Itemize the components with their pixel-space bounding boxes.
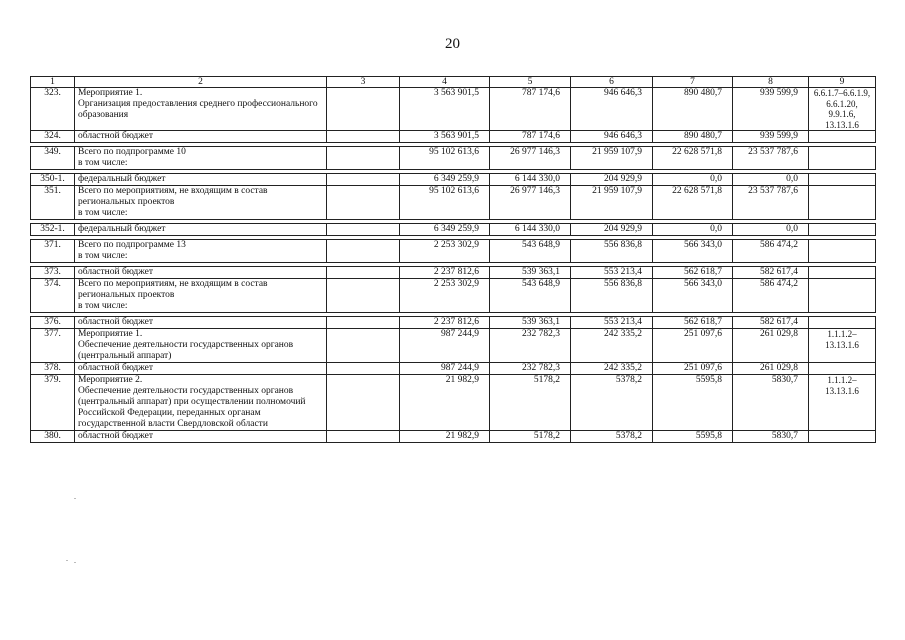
row-number-cell: 373. — [31, 267, 75, 279]
value-col6-cell: 556 836,8 — [571, 240, 653, 263]
table-row — [31, 375, 876, 431]
column-3-cell — [327, 375, 400, 431]
table-row — [31, 131, 876, 143]
row-number-cell: 376. — [31, 317, 75, 329]
value-col4-cell: 987 244,9 — [400, 329, 490, 363]
value-col8-cell: 5830,7 — [733, 431, 809, 443]
value-col7-cell: 5595,8 — [653, 431, 733, 443]
target-ref-cell: 1.1.1.2–13.13.1.6 — [809, 375, 876, 431]
value-col6-cell: 553 213,4 — [571, 317, 653, 329]
header-cell: 1 — [31, 77, 75, 88]
value-col8-cell: 23 537 787,6 — [733, 147, 809, 170]
row-number-cell: 380. — [31, 431, 75, 443]
value-col5-cell: 539 363,1 — [490, 267, 571, 279]
column-3-cell — [327, 88, 400, 131]
row-number-cell: 377. — [31, 329, 75, 363]
column-3-cell — [327, 363, 400, 375]
target-ref-cell — [809, 224, 876, 236]
value-col5-cell: 232 782,3 — [490, 363, 571, 375]
value-col8-cell: 586 474,2 — [733, 279, 809, 313]
row-number-cell: 352-1. — [31, 224, 75, 236]
value-col5-cell: 787 174,6 — [490, 131, 571, 143]
value-col8-cell: 582 617,4 — [733, 267, 809, 279]
scan-speck — [74, 498, 76, 499]
table-row — [31, 363, 876, 375]
value-col6-cell: 946 646,3 — [571, 131, 653, 143]
row-number-cell: 371. — [31, 240, 75, 263]
budget-table — [30, 76, 876, 443]
column-3-cell — [327, 240, 400, 263]
table-row — [31, 317, 876, 329]
value-col8-cell: 0,0 — [733, 174, 809, 186]
header-cell: 5 — [490, 77, 571, 88]
value-col4-cell: 21 982,9 — [400, 375, 490, 431]
table-row — [31, 431, 876, 443]
value-col7-cell: 562 618,7 — [653, 317, 733, 329]
scan-speck — [66, 560, 68, 561]
table-row — [31, 329, 876, 363]
value-col4-cell: 95 102 613,6 — [400, 186, 490, 220]
value-col8-cell: 939 599,9 — [733, 131, 809, 143]
row-name-cell: областной бюджет — [75, 363, 327, 375]
value-col4-cell: 987 244,9 — [400, 363, 490, 375]
value-col5-cell: 787 174,6 — [490, 88, 571, 131]
value-col7-cell: 566 343,0 — [653, 279, 733, 313]
page-number: 20 — [445, 36, 460, 52]
table-header-row — [31, 77, 876, 88]
target-ref-cell: 6.6.1.7–6.6.1.9, 6.6.1.20, 9.9.1.6, 13.13.1.6 — [809, 88, 876, 131]
row-name-cell: федеральный бюджет — [75, 174, 327, 186]
column-3-cell — [327, 329, 400, 363]
row-name-cell: Мероприятие 2. Обеспечение деятельности государственных органов (центральный аппарат) при осуществлении полномочий Российской Федерации, переданных органам государственной власти Свердловской области — [75, 375, 327, 431]
target-ref-cell — [809, 431, 876, 443]
value-col8-cell: 261 029,8 — [733, 363, 809, 375]
row-name-cell: Всего по мероприятиям, не входящим в состав региональных проектов в том числе: — [75, 279, 327, 313]
table-row — [31, 88, 876, 131]
value-col6-cell: 21 959 107,9 — [571, 186, 653, 220]
value-col5-cell: 6 144 330,0 — [490, 224, 571, 236]
value-col5-cell: 5178,2 — [490, 375, 571, 431]
column-3-cell — [327, 224, 400, 236]
table-row — [31, 279, 876, 313]
column-3-cell — [327, 317, 400, 329]
row-name-cell: Мероприятие 1. Обеспечение деятельности государственных органов (центральный аппарат) — [75, 329, 327, 363]
value-col8-cell: 939 599,9 — [733, 88, 809, 131]
value-col6-cell: 21 959 107,9 — [571, 147, 653, 170]
value-col5-cell: 232 782,3 — [490, 329, 571, 363]
table-row — [31, 224, 876, 236]
value-col6-cell: 5378,2 — [571, 431, 653, 443]
value-col4-cell: 3 563 901,5 — [400, 88, 490, 131]
value-col5-cell: 26 977 146,3 — [490, 186, 571, 220]
header-cell: 7 — [653, 77, 733, 88]
value-col6-cell: 204 929,9 — [571, 224, 653, 236]
value-col7-cell: 0,0 — [653, 224, 733, 236]
value-col7-cell: 5595,8 — [653, 375, 733, 431]
row-name-cell: Всего по подпрограмме 13 в том числе: — [75, 240, 327, 263]
row-name-cell: Мероприятие 1. Организация предоставления среднего профессионального образования — [75, 88, 327, 131]
header-cell: 6 — [571, 77, 653, 88]
column-3-cell — [327, 186, 400, 220]
row-number-cell: 349. — [31, 147, 75, 170]
target-ref-cell — [809, 174, 876, 186]
value-col6-cell: 204 929,9 — [571, 174, 653, 186]
column-3-cell — [327, 267, 400, 279]
value-col7-cell: 890 480,7 — [653, 88, 733, 131]
target-ref-cell — [809, 317, 876, 329]
value-col5-cell: 26 977 146,3 — [490, 147, 571, 170]
header-cell: 9 — [809, 77, 876, 88]
value-col8-cell: 0,0 — [733, 224, 809, 236]
value-col5-cell: 5178,2 — [490, 431, 571, 443]
row-name-cell: областной бюджет — [75, 267, 327, 279]
value-col4-cell: 95 102 613,6 — [400, 147, 490, 170]
row-number-cell: 379. — [31, 375, 75, 431]
value-col4-cell: 6 349 259,9 — [400, 174, 490, 186]
column-3-cell — [327, 174, 400, 186]
row-name-cell: областной бюджет — [75, 431, 327, 443]
value-col7-cell: 251 097,6 — [653, 329, 733, 363]
value-col6-cell: 553 213,4 — [571, 267, 653, 279]
value-col7-cell: 890 480,7 — [653, 131, 733, 143]
table-row — [31, 240, 876, 263]
target-ref-cell — [809, 240, 876, 263]
value-col5-cell: 543 648,9 — [490, 240, 571, 263]
value-col7-cell: 251 097,6 — [653, 363, 733, 375]
value-col6-cell: 5378,2 — [571, 375, 653, 431]
value-col7-cell: 22 628 571,8 — [653, 186, 733, 220]
header-cell: 3 — [327, 77, 400, 88]
row-name-cell: Всего по подпрограмме 10 в том числе: — [75, 147, 327, 170]
value-col4-cell: 2 253 302,9 — [400, 240, 490, 263]
row-name-cell: федеральный бюджет — [75, 224, 327, 236]
column-3-cell — [327, 431, 400, 443]
value-col5-cell: 6 144 330,0 — [490, 174, 571, 186]
row-number-cell: 378. — [31, 363, 75, 375]
table-row — [31, 174, 876, 186]
target-ref-cell — [809, 147, 876, 170]
row-number-cell: 374. — [31, 279, 75, 313]
value-col8-cell: 586 474,2 — [733, 240, 809, 263]
target-ref-cell — [809, 279, 876, 313]
target-ref-cell — [809, 186, 876, 220]
row-name-cell: областной бюджет — [75, 131, 327, 143]
value-col4-cell: 2 237 812,6 — [400, 317, 490, 329]
row-number-cell: 350-1. — [31, 174, 75, 186]
value-col7-cell: 566 343,0 — [653, 240, 733, 263]
row-name-cell: Всего по мероприятиям, не входящим в состав региональных проектов в том числе: — [75, 186, 327, 220]
target-ref-cell: 1.1.1.2–13.13.1.6 — [809, 329, 876, 363]
value-col4-cell: 6 349 259,9 — [400, 224, 490, 236]
value-col8-cell: 582 617,4 — [733, 317, 809, 329]
target-ref-cell — [809, 267, 876, 279]
row-number-cell: 351. — [31, 186, 75, 220]
row-number-cell: 324. — [31, 131, 75, 143]
header-cell: 4 — [400, 77, 490, 88]
value-col6-cell: 556 836,8 — [571, 279, 653, 313]
table-row — [31, 186, 876, 220]
target-ref-cell — [809, 131, 876, 143]
row-name-cell: областной бюджет — [75, 317, 327, 329]
value-col6-cell: 242 335,2 — [571, 363, 653, 375]
header-cell: 8 — [733, 77, 809, 88]
column-3-cell — [327, 279, 400, 313]
row-number-cell: 323. — [31, 88, 75, 131]
value-col6-cell: 242 335,2 — [571, 329, 653, 363]
value-col4-cell: 2 237 812,6 — [400, 267, 490, 279]
column-3-cell — [327, 131, 400, 143]
value-col4-cell: 2 253 302,9 — [400, 279, 490, 313]
target-ref-cell — [809, 363, 876, 375]
value-col5-cell: 539 363,1 — [490, 317, 571, 329]
header-cell: 2 — [75, 77, 327, 88]
value-col6-cell: 946 646,3 — [571, 88, 653, 131]
column-3-cell — [327, 147, 400, 170]
value-col8-cell: 261 029,8 — [733, 329, 809, 363]
value-col4-cell: 21 982,9 — [400, 431, 490, 443]
value-col5-cell: 543 648,9 — [490, 279, 571, 313]
value-col7-cell: 0,0 — [653, 174, 733, 186]
scan-speck — [74, 562, 76, 563]
table-row — [31, 267, 876, 279]
value-col8-cell: 23 537 787,6 — [733, 186, 809, 220]
value-col7-cell: 562 618,7 — [653, 267, 733, 279]
value-col7-cell: 22 628 571,8 — [653, 147, 733, 170]
value-col4-cell: 3 563 901,5 — [400, 131, 490, 143]
table-row — [31, 147, 876, 170]
value-col8-cell: 5830,7 — [733, 375, 809, 431]
